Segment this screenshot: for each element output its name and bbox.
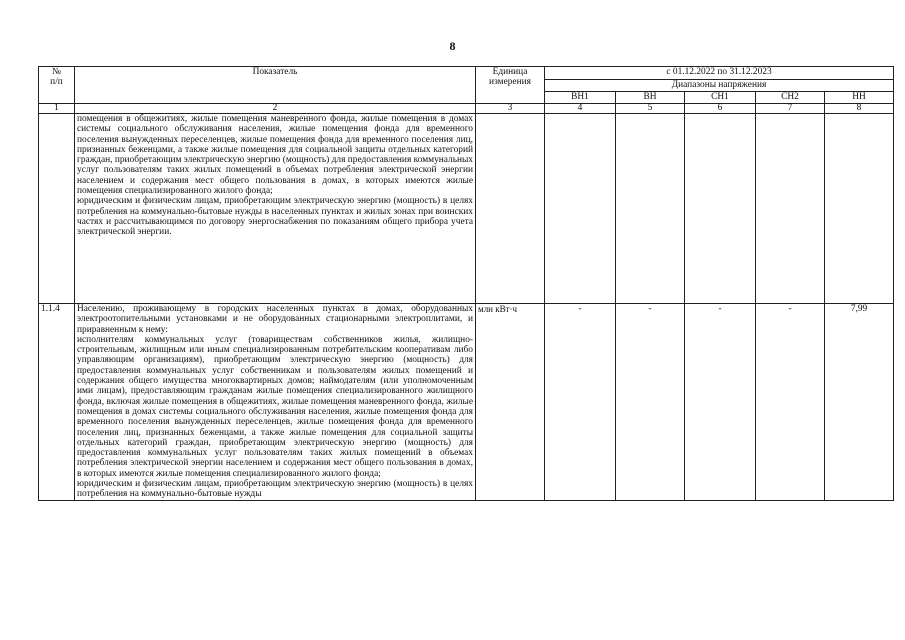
row-num: 1.1.4 xyxy=(39,304,75,501)
col-number: 5 xyxy=(616,104,685,114)
row-value-nn xyxy=(825,114,894,304)
header-col-sn2: СН2 xyxy=(756,92,825,104)
header-period: с 01.12.2022 по 31.12.2023 xyxy=(545,67,894,80)
header-col-sn1: СН1 xyxy=(685,92,756,104)
col-number: 1 xyxy=(39,104,75,114)
col-number: 4 xyxy=(545,104,616,114)
row-text: Населению, проживающему в городских населенных пунктах в домах, оборудованных электроотопительными установками и не оборудованных стационарными электроплитами, и приравненным к нему: исполнителям коммунальных услуг (товариществам собственников жилья, жилищно-строительным, жилищным или иным специализированным потребительским кооперативам либо управляющим организациям), приобретающим электрическую энергию (мощность) для предоставления коммунальных услуг собственникам и пользователям жилых помещений и содержания общего имущества многоквартирных домов; наймодателям (или уполномоченным ими лицам), предоставляющим гражданам жилые помещения специализированного жилищного фонда, включая жилые помещения в общежитиях, жилые помещения маневренного фонда, жилые помещения в домах системы социального обслуживания населения, жилые помещения фонда для временного поселения вынужденных переселенцев, жилые помещения фонда для временного поселения лиц, признанных беженцами, а также жилые помещения для социальной защиты отдельных категорий граждан, приобретающим электрическую энергию (мощность) для предоставления коммунальных услуг пользователям таких жилых помещений в объемах потребления электрической энергии населением и содержания мест общего пользования в домах, в которых имеются жилые помещения специализированного жилого фонда; юридическим и физическим лицам, приобретающим электрическую энергию (мощность) в целях потребления на коммунально-бытовые нужды xyxy=(75,304,476,501)
row-unit xyxy=(476,114,545,304)
col-number: 7 xyxy=(756,104,825,114)
table-row xyxy=(39,114,894,304)
row-value-vn1: - xyxy=(545,304,616,501)
row-value-sn2 xyxy=(756,114,825,304)
col-number: 3 xyxy=(476,104,545,114)
col-number: 8 xyxy=(825,104,894,114)
row-unit: млн кВт·ч xyxy=(476,304,545,501)
header-voltage: Диапазоны напряжения xyxy=(545,80,894,92)
header-indicator: Показатель xyxy=(75,67,476,104)
row-value-sn1: - xyxy=(685,304,756,501)
header-unit: Единица измерения xyxy=(476,67,545,104)
col-number: 2 xyxy=(75,104,476,114)
row-value-vn: - xyxy=(616,304,685,501)
numbering-row xyxy=(39,104,894,114)
row-value-sn2: - xyxy=(756,304,825,501)
table-row xyxy=(39,304,894,501)
row-text: помещения в общежитиях, жилые помещения маневренного фонда, жилые помещения в домах системы социального обслуживания населения, жилые помещения фонда для временного поселения вынужденных переселенцев, жилые помещения фонда для временного поселения лиц, признанных беженцами, а также жилые помещения для социальной защиты отдельных категорий граждан, приобретающим электрическую энергию (мощность) для предоставления коммунальных услуг пользователям таких жилых помещений в объемах потребления электрической энергии населением и содержания мест общего пользования в домах, в которых имеются жилые помещения специализированного жилого фонда; юридическим и физическим лицам, приобретающим электрическую энергию (мощность) в целях потребления на коммунально-бытовые нужды в населенных пунктах и жилых зонах при воинских частях и рассчитывающимся по договору энергоснабжения по показаниям общего прибора учета электрической энергии. xyxy=(75,114,476,304)
page-number: 8 xyxy=(449,39,456,53)
row-value-nn: 7,99 xyxy=(825,304,894,501)
row-value-vn xyxy=(616,114,685,304)
header-col-vn1: ВН1 xyxy=(545,92,616,104)
col-number: 6 xyxy=(685,104,756,114)
header-col-nn: НН xyxy=(825,92,894,104)
header-col-vn: ВН xyxy=(616,92,685,104)
row-value-sn1 xyxy=(685,114,756,304)
header-num: № п/п xyxy=(39,67,75,104)
tariff-table xyxy=(38,66,894,501)
row-num xyxy=(39,114,75,304)
row-value-vn1 xyxy=(545,114,616,304)
